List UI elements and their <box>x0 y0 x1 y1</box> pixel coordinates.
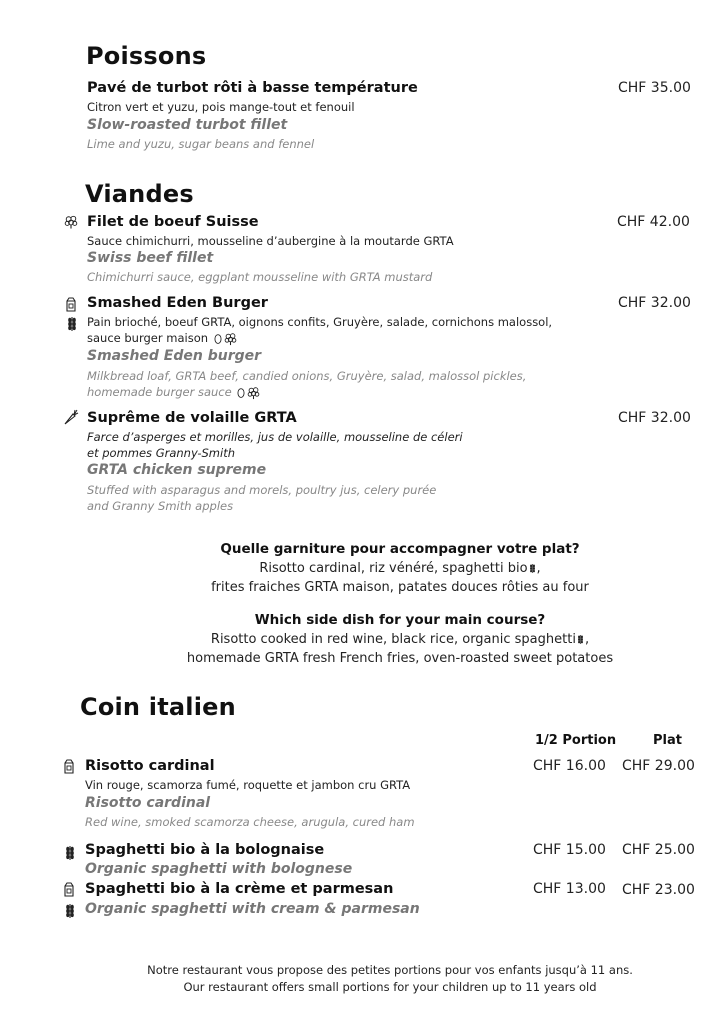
dish-name: Smashed Eden Burger <box>87 295 268 311</box>
dish-price-half: CHF 13.00 <box>533 881 606 897</box>
side-dish-block-fr <box>0 541 724 595</box>
side-dish-text-end: , <box>584 632 590 647</box>
side-dish-text-end: , <box>536 561 541 576</box>
wheat-icon <box>528 562 537 575</box>
dish-price: CHF 32.00 <box>618 410 691 426</box>
side-dish-line2-en: homemade GRTA fresh French fries, oven-roasted sweet potatoes <box>186 651 614 666</box>
dish-price: CHF 35.00 <box>618 80 691 96</box>
egg-icon <box>235 386 247 400</box>
dish-description-en: Stuffed with asparagus and morels, poultry jus, celery purée <box>87 483 437 497</box>
wheat-icon <box>63 845 77 861</box>
footer-note-en: Our restaurant offers small portions for your children up to 11 years old <box>183 980 597 994</box>
milk-carton-icon <box>62 881 76 897</box>
dish-price-half: CHF 16.00 <box>533 758 606 774</box>
dish-description-fr: Pain brioché, boeuf GRTA, oignons confits, Gruyère, salade, cornichons malossol, <box>87 315 553 329</box>
dish-name-en: Organic spaghetti with bolognese <box>85 861 353 877</box>
dish-description-en-text: homemade burger sauce <box>87 385 232 399</box>
carrot-icon <box>63 409 79 425</box>
dish-name-en: Organic spaghetti with cream & parmesan <box>85 901 420 917</box>
milk-carton-icon <box>64 296 78 312</box>
footer-note-fr: Notre restaurant vous propose des petites portions pour vos enfants jusqu’à 11 ans. <box>147 963 633 977</box>
dish-name: Spaghetti bio à la crème et parmesan <box>85 881 394 897</box>
section-title-poissons: Poissons <box>86 42 207 70</box>
dish-name-en: Smashed Eden burger <box>87 348 262 364</box>
dish-description-en-line2 <box>87 385 260 400</box>
dish-price-half: CHF 15.00 <box>533 842 606 858</box>
dish-name-en: Swiss beef fillet <box>87 250 214 266</box>
dish-name-en: Risotto cardinal <box>85 795 211 811</box>
dish-description-fr-line2 <box>87 331 237 346</box>
milk-carton-icon <box>62 758 76 774</box>
side-dish-line2-fr: frites fraiches GRTA maison, patates douces rôties au four <box>211 580 589 595</box>
dish-description-en: Red wine, smoked scamorza cheese, arugula, cured ham <box>85 815 415 829</box>
dish-name: Pavé de turbot rôti à basse température <box>87 80 418 96</box>
broccoli-icon <box>247 386 260 400</box>
dish-price: CHF 32.00 <box>618 295 691 311</box>
dish-description-fr-line2: et pommes Granny-Smith <box>87 446 236 460</box>
broccoli-icon <box>64 214 78 230</box>
column-header-plat: Plat <box>653 733 682 748</box>
wheat-icon <box>576 633 585 646</box>
dish-description-en: Milkbread loaf, GRTA beef, candied onions, Gruyère, salad, malossol pickles, <box>87 369 527 383</box>
side-dish-text: Risotto cooked in red wine, black rice, organic spaghetti <box>210 632 576 647</box>
dish-description-en-line2: and Granny Smith apples <box>87 499 234 513</box>
side-dish-title-en: Which side dish for your main course? <box>254 612 546 628</box>
wheat-icon <box>65 316 79 332</box>
dish-description-fr: Sauce chimichurri, mousseline d’aubergine à la moutarde GRTA <box>87 234 454 248</box>
dish-name: Risotto cardinal <box>85 758 215 774</box>
dish-description-fr: Citron vert et yuzu, pois mange-tout et fenouil <box>87 100 355 114</box>
dish-description-en: Chimichurri sauce, eggplant mousseline with GRTA mustard <box>87 270 433 284</box>
dish-name: Filet de boeuf Suisse <box>87 214 259 230</box>
dish-price-plat: CHF 23.00 <box>622 882 695 898</box>
side-dish-line-fr <box>76 561 724 576</box>
dish-name: Suprême de volaille GRTA <box>87 410 297 426</box>
dish-name: Spaghetti bio à la bolognaise <box>85 842 325 858</box>
dish-name-en: Slow-roasted turbot fillet <box>87 117 288 133</box>
column-header-half-portion: 1/2 Portion <box>535 733 617 748</box>
section-title-viandes: Viandes <box>85 180 194 208</box>
dish-description-fr: Farce d’asperges et morilles, jus de volaille, mousseline de céleri <box>87 430 463 444</box>
side-dish-block-en <box>0 612 724 666</box>
footer <box>0 963 724 994</box>
dish-name-en: GRTA chicken supreme <box>87 462 267 478</box>
side-dish-title-fr: Quelle garniture pour accompagner votre plat? <box>220 541 580 557</box>
section-title-coin-italien: Coin italien <box>80 693 236 721</box>
dish-price-plat: CHF 25.00 <box>622 842 695 858</box>
broccoli-icon <box>224 332 237 346</box>
wheat-icon <box>63 903 77 919</box>
side-dish-text: Risotto cardinal, riz vénéré, spaghetti bio <box>259 561 528 576</box>
side-dish-line-en <box>76 632 724 647</box>
dish-description-en: Lime and yuzu, sugar beans and fennel <box>87 137 315 151</box>
dish-description-fr: Vin rouge, scamorza fumé, roquette et jambon cru GRTA <box>85 778 411 792</box>
dish-price-plat: CHF 29.00 <box>622 758 695 774</box>
egg-icon <box>212 332 224 346</box>
dish-description-fr-text: sauce burger maison <box>87 331 209 345</box>
dish-price: CHF 42.00 <box>617 214 690 230</box>
